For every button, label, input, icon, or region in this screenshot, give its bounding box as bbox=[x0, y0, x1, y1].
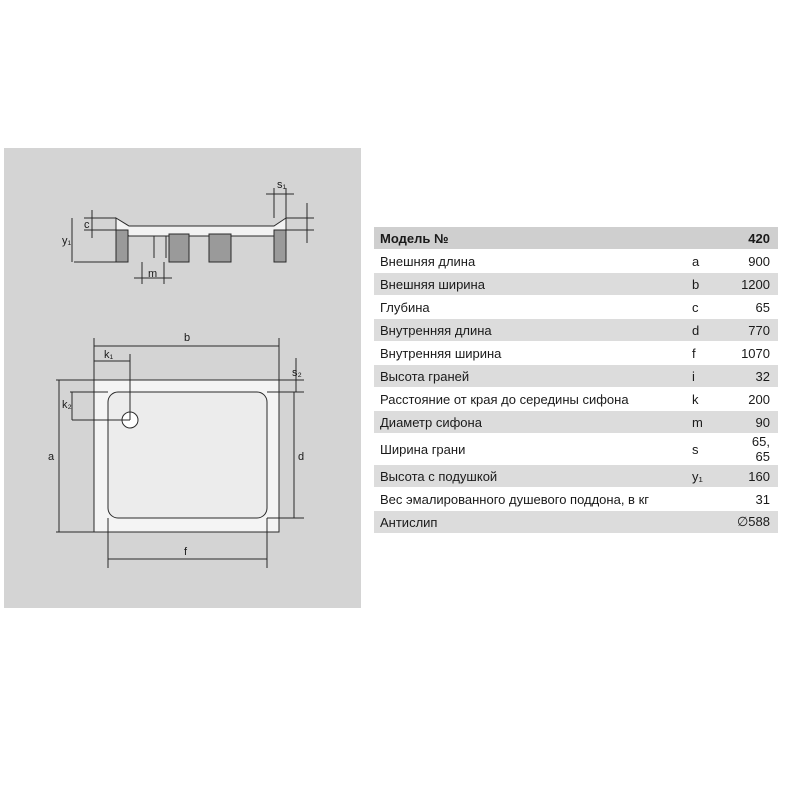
label-s2: s₂ bbox=[292, 367, 302, 379]
label-k2: k₂ bbox=[62, 399, 72, 411]
label-s1: s₁ bbox=[277, 179, 287, 191]
label-m: m bbox=[148, 268, 158, 280]
table-row: Расстояние от края до середины сифона k 200 bbox=[374, 388, 778, 411]
technical-drawing-panel bbox=[4, 148, 361, 608]
table-row: Высота с подушкой y₁ 160 bbox=[374, 465, 778, 488]
plan-view bbox=[56, 338, 304, 568]
table-row: Антислип ∅588 bbox=[374, 511, 778, 534]
label-a: a bbox=[48, 451, 55, 463]
table-row: Ширина грани s 65, 65 bbox=[374, 434, 778, 465]
header-value: 420 bbox=[728, 227, 778, 250]
label-b: b bbox=[184, 332, 191, 344]
label-c: c bbox=[84, 219, 90, 231]
label-d: d bbox=[298, 451, 305, 463]
table-row: Диаметр сифона m 90 bbox=[374, 411, 778, 434]
section-view bbox=[72, 188, 314, 284]
label-k1: k₁ bbox=[104, 349, 114, 361]
spec-table bbox=[374, 227, 778, 534]
table-row: Внутренняя ширина f 1070 bbox=[374, 342, 778, 365]
shower-tray-drawing bbox=[4, 148, 361, 608]
table-row: Глубина c 65 bbox=[374, 296, 778, 319]
table-row: Внешняя длина a 900 bbox=[374, 250, 778, 273]
table-row: Высота граней i 32 bbox=[374, 365, 778, 388]
header-label: Модель № bbox=[374, 227, 686, 250]
table-header-row bbox=[374, 227, 778, 250]
table-row: Внутренняя длина d 770 bbox=[374, 319, 778, 342]
label-y1: y₁ bbox=[62, 235, 72, 247]
table-row: Внешняя ширина b 1200 bbox=[374, 273, 778, 296]
table-row: Вес эмалированного душевого поддона, в кг 31 bbox=[374, 488, 778, 511]
label-f: f bbox=[184, 546, 188, 558]
